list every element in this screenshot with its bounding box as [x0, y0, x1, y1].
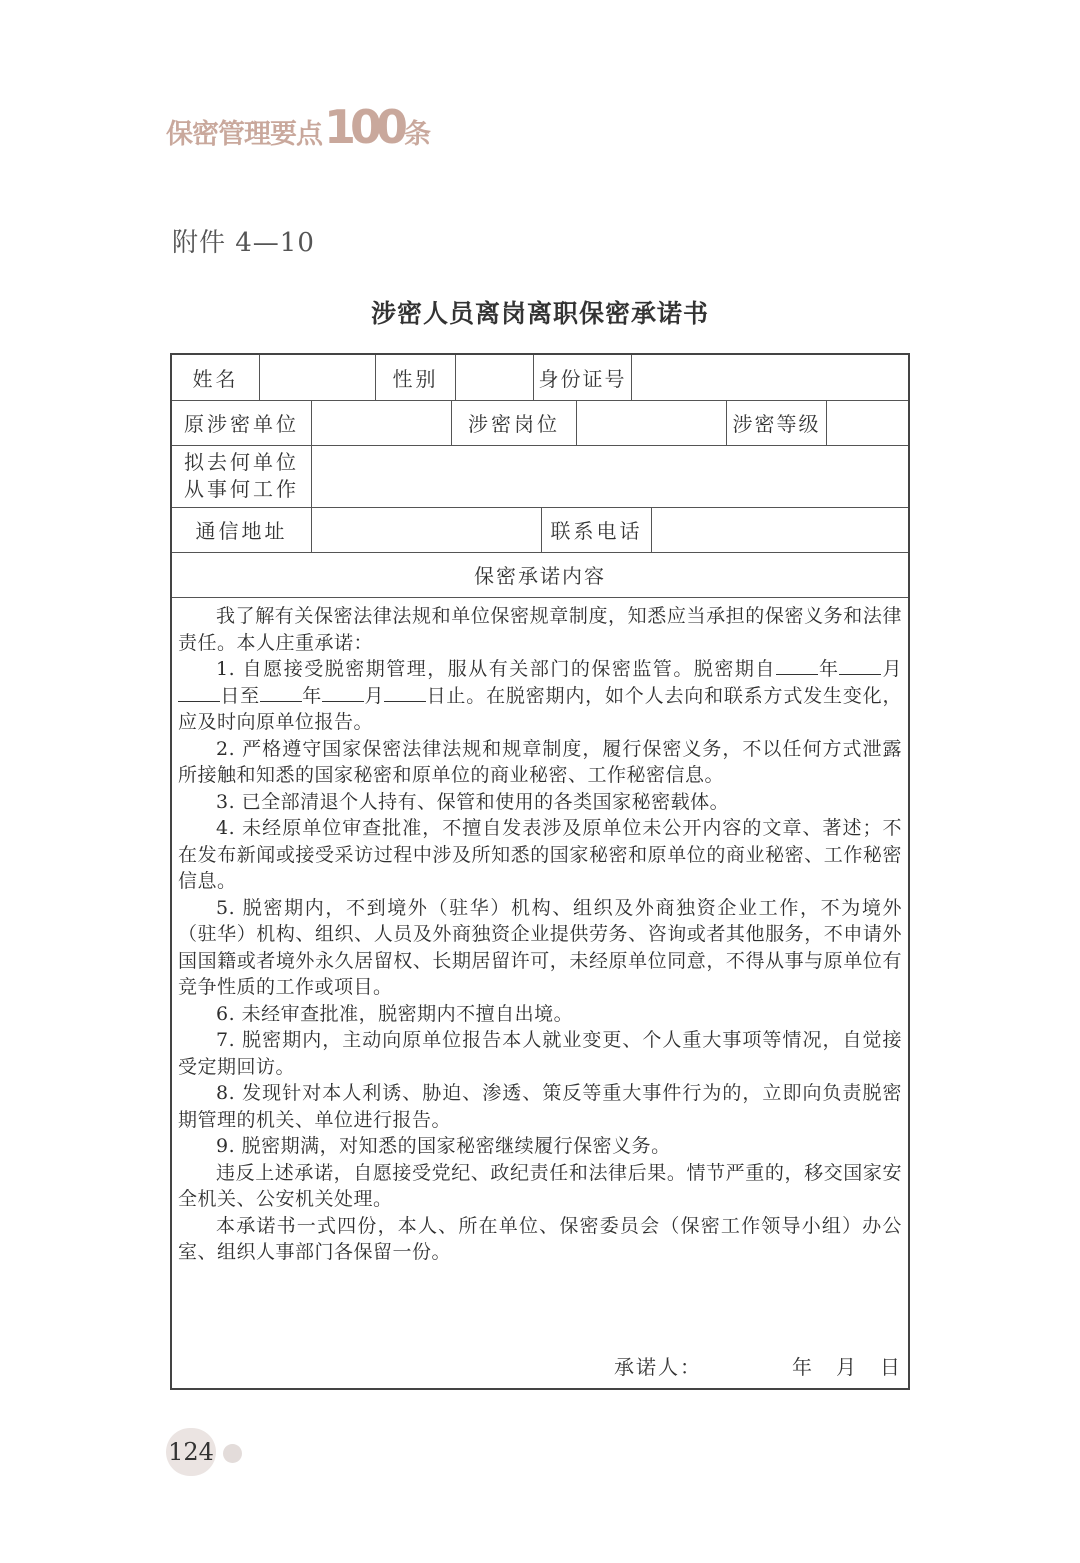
- commitment-item-7: 7. 脱密期内，主动向原单位报告本人就业变更、个人重大事项等情况，自觉接受定期回访。: [178, 1029, 902, 1078]
- brand-text-main: 保密管理要点: [166, 119, 322, 150]
- orig-unit-label: 原涉密单位: [172, 400, 312, 445]
- sign-month-label: 月: [836, 1355, 858, 1379]
- start-day-blank[interactable]: [178, 683, 220, 702]
- brand-text-number: 100: [324, 100, 403, 154]
- phone-field[interactable]: [652, 507, 908, 552]
- start-year-unit: 年: [817, 658, 840, 680]
- content-header: 保密承诺内容: [474, 564, 606, 588]
- destination-label: [172, 445, 312, 507]
- document-title: 涉密人员离岗离职保密承诺书: [370, 299, 709, 328]
- commitment-item-2: 2. 严格遵守国家保密法律法规和规章制度，履行保密义务，不以任何方式泄露所接触和知悉的国家秘密和原单位的商业秘密、工作秘密信息。: [178, 737, 902, 786]
- sign-year-label: 年: [792, 1355, 814, 1379]
- signature-line: [614, 1351, 902, 1380]
- address-label: 通信地址: [172, 507, 312, 552]
- start-year-blank[interactable]: [776, 656, 818, 675]
- form-row-destination: [172, 445, 908, 508]
- gender-label: 性别: [376, 355, 456, 400]
- end-year-blank[interactable]: [260, 683, 302, 702]
- commitment-copies: 本承诺书一式四份，本人、所在单位、保密委员会（保密工作领导小组）办公室、组织人事部门各保留一份。: [178, 1214, 902, 1263]
- commitment-item-6: 6. 未经审查批准，脱密期内不擅自出境。: [216, 1002, 574, 1025]
- commitment-intro: 我了解有关保密法律法规和单位保密规章制度，知悉应当承担的保密义务和法律责任。本人庄重承诺：: [178, 605, 902, 654]
- form-row-contact: [172, 507, 908, 553]
- name-label: 姓名: [172, 355, 260, 400]
- address-field[interactable]: [312, 507, 542, 552]
- phone-label: 联系电话: [542, 507, 652, 552]
- orig-unit-field[interactable]: [312, 400, 452, 445]
- commitment-form: [170, 353, 910, 1390]
- end-month-blank[interactable]: [322, 683, 364, 702]
- end-month-unit: 月: [364, 684, 385, 707]
- form-row-personal: [172, 355, 908, 401]
- item1-text-a: 1. 自愿接受脱密期管理，服从有关部门的保密监管。脱密期自: [216, 658, 776, 680]
- destination-field[interactable]: [312, 445, 908, 507]
- start-day-unit: 日至: [220, 684, 260, 707]
- level-label: 涉密等级: [727, 400, 827, 445]
- page-dot-decoration: [223, 1444, 242, 1463]
- form-row-content-header: [172, 552, 908, 598]
- start-month-unit: 月: [881, 658, 902, 680]
- commitment-body: [178, 603, 902, 1266]
- commitment-item-3: 3. 已全部清退个人持有、保管和使用的各类国家秘密载体。: [216, 790, 730, 813]
- commitment-item-5: 5. 脱密期内，不到境外（驻华）机构、组织及外商独资企业工作，不为境外（驻华）机构、组织、人员及外商独资企业提供劳务、咨询或者其他服务，不申请外国国籍或者境外永久居留权、长期居留许可，未经原单位同意，不得从事与原单位有竞争性质的工作或项目。: [178, 896, 902, 998]
- page-number: 124: [166, 1428, 216, 1476]
- id-number-label: 身份证号: [534, 355, 632, 400]
- item1-text-b: 日止。在脱密期内，如个人去向和联系方式发生变化，应及时向原单位报告。: [178, 684, 902, 733]
- level-field[interactable]: [827, 400, 908, 445]
- start-month-blank[interactable]: [839, 656, 881, 675]
- attachment-label: 附件 4—10: [172, 228, 315, 258]
- book-brand-header: [166, 100, 432, 154]
- form-row-unit: [172, 400, 908, 446]
- id-number-field[interactable]: [632, 355, 908, 400]
- sign-day-label: 日: [880, 1355, 902, 1379]
- gender-field[interactable]: [456, 355, 534, 400]
- brand-text-suffix: 条: [404, 119, 432, 150]
- commitment-violation: 违反上述承诺，自愿接受党纪、政纪责任和法律后果。情节严重的，移交国家安全机关、公安机关处理。: [178, 1161, 902, 1210]
- post-field[interactable]: [577, 400, 727, 445]
- name-field[interactable]: [260, 355, 376, 400]
- destination-label-line1: 拟去何单位: [184, 450, 299, 474]
- commitment-item-9: 9. 脱密期满，对知悉的国家秘密继续履行保密义务。: [216, 1135, 671, 1157]
- destination-label-line2: 从事何工作: [184, 477, 299, 501]
- commitment-item-4: 4. 未经原单位审查批准，不擅自发表涉及原单位未公开内容的文章、著述；不在发布新闻或接受采访过程中涉及所知悉的国家秘密和原单位的商业秘密、工作秘密信息。: [178, 817, 902, 892]
- post-label: 涉密岗位: [452, 400, 577, 445]
- end-year-unit: 年: [301, 684, 323, 707]
- signatory-label: 承诺人：: [614, 1355, 702, 1379]
- commitment-item-8: 8. 发现针对本人利诱、胁迫、渗透、策反等重大事件行为的，立即向负责脱密期管理的机关、单位进行报告。: [178, 1082, 902, 1131]
- end-day-blank[interactable]: [384, 683, 426, 702]
- commitment-item-1: [178, 656, 902, 736]
